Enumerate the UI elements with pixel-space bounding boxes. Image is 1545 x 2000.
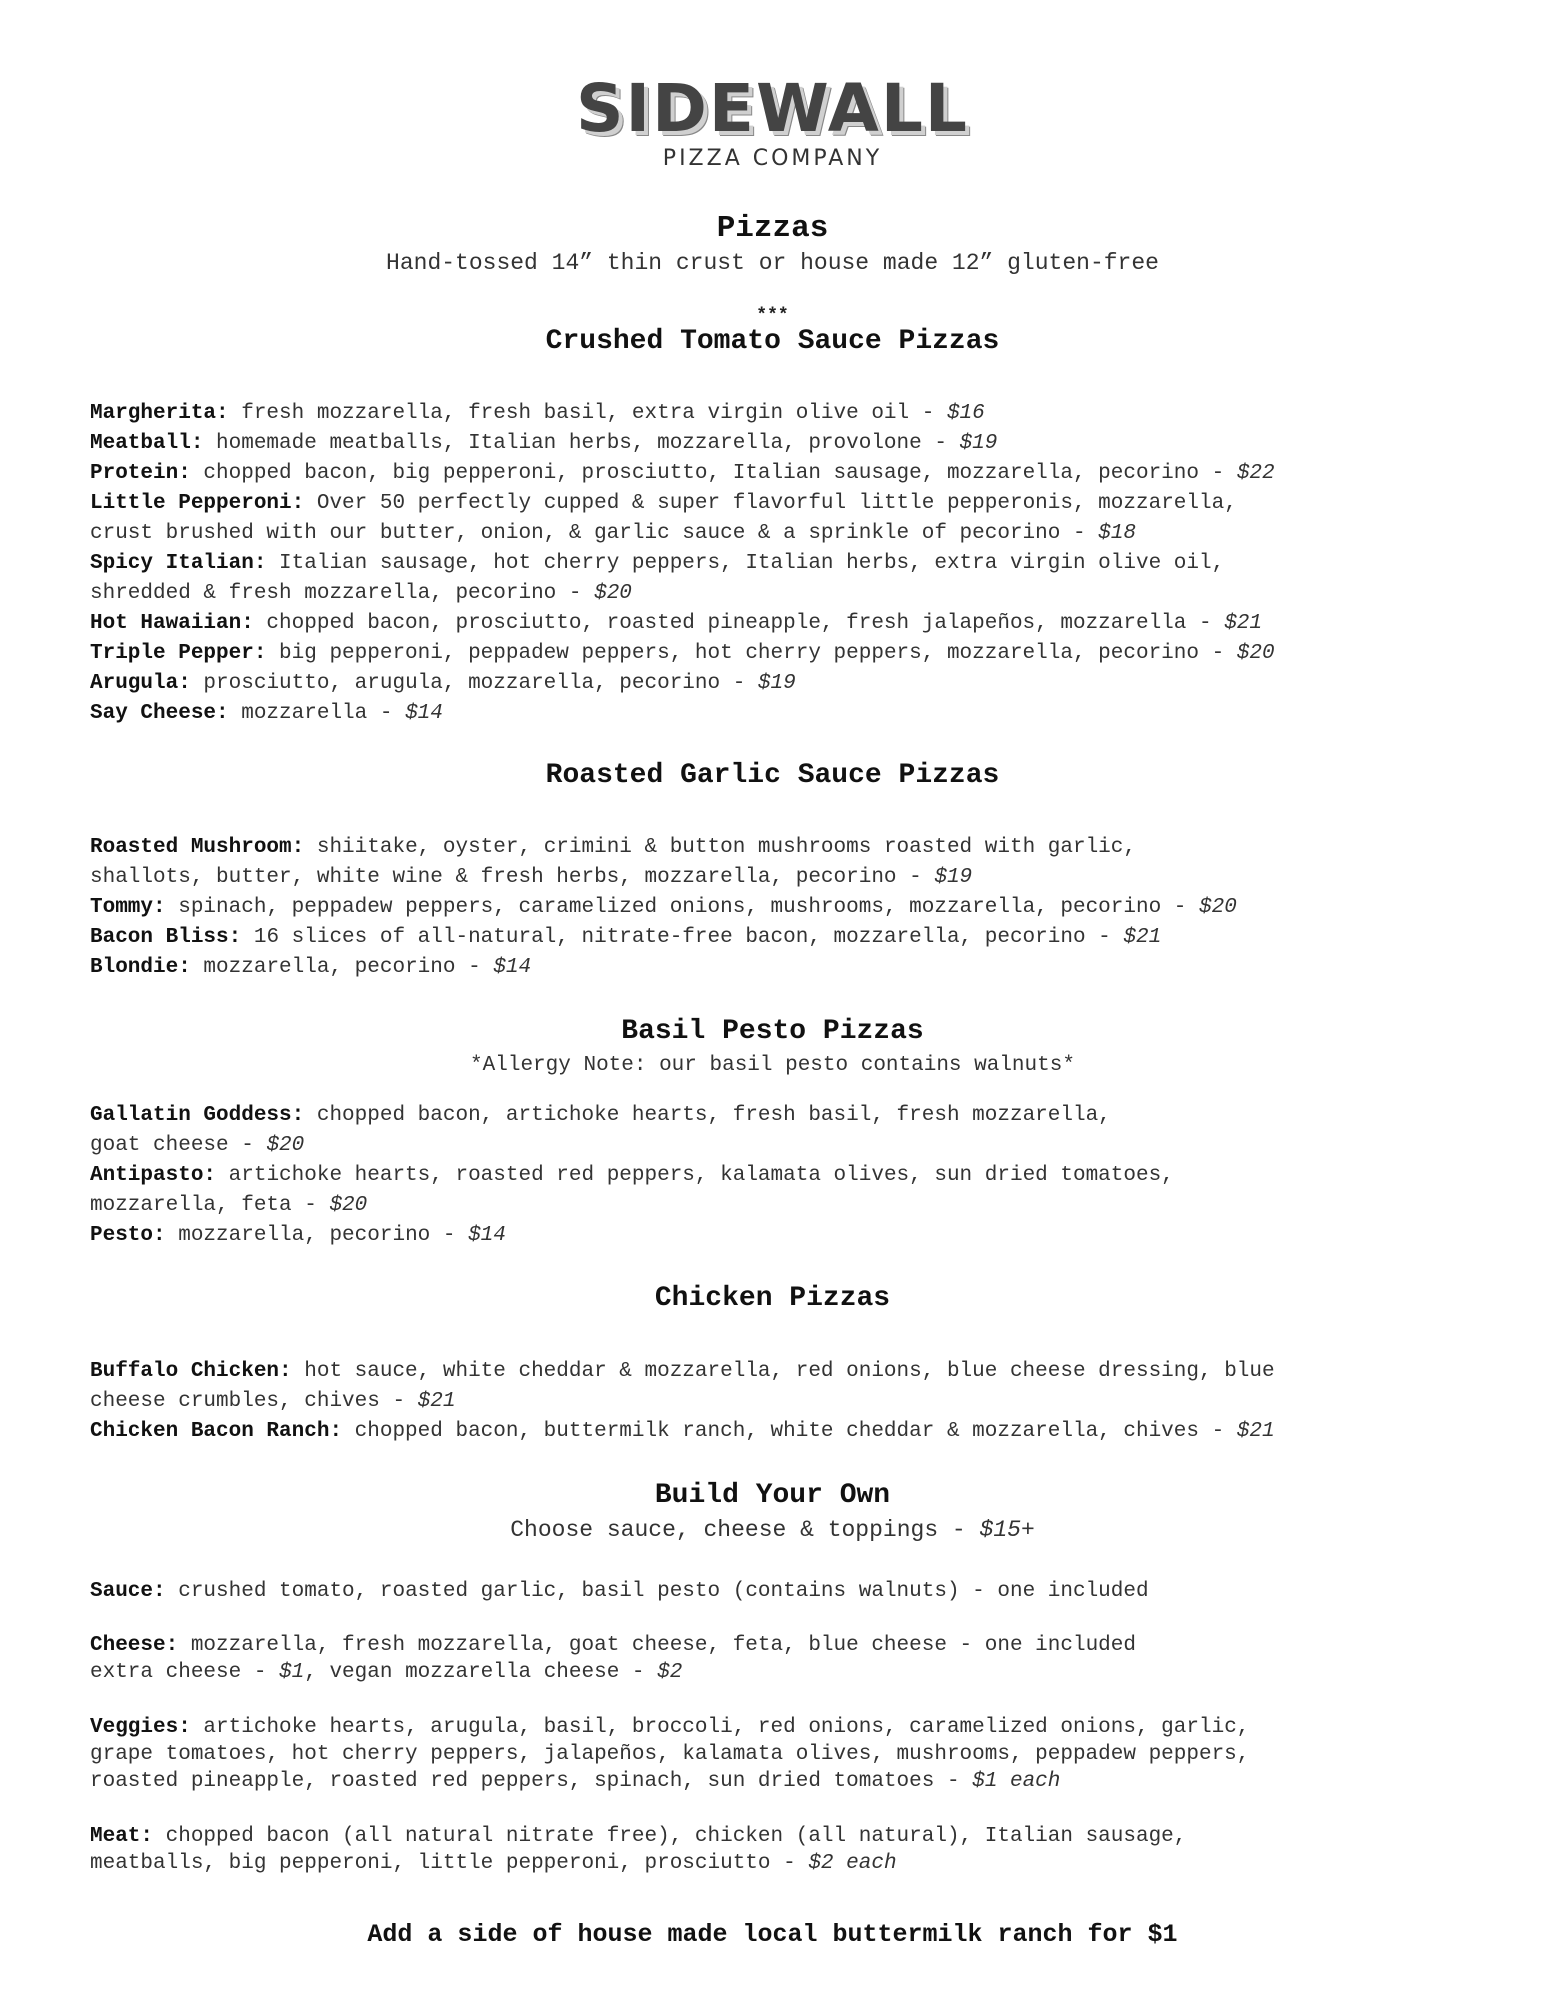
byo-sauce <box>90 1578 1480 1605</box>
item-price: $20 <box>266 1134 305 1157</box>
item-name: Meatball: <box>90 432 204 455</box>
menu-item <box>90 489 1480 549</box>
menu-item <box>90 833 1480 893</box>
item-desc: mozzarella, pecorino - <box>190 956 494 979</box>
item-name: Spicy Italian: <box>90 552 267 575</box>
item-desc: artichoke hearts, roasted red peppers, kalamata olives, sun dried tomatoes, <box>216 1164 1174 1187</box>
item-name: Say Cheese: <box>90 702 229 725</box>
item-name: Chicken Bacon Ranch: <box>90 1420 343 1443</box>
byo-text-cont: grape tomatoes, hot cherry peppers, jalapeños, kalamata olives, mushrooms, peppadew peppers, <box>90 1743 1250 1766</box>
item-name: Buffalo Chicken: <box>90 1360 292 1383</box>
byo-subtitle-text: Choose sauce, cheese & toppings - <box>510 1517 980 1543</box>
footer-note: Add a side of house made local buttermilk ranch for $1 <box>367 1920 1178 1949</box>
byo-price: $1 <box>279 1661 305 1684</box>
item-price: $21 <box>1123 926 1162 949</box>
item-price: $16 <box>946 402 985 425</box>
byo-text: mozzarella, fresh mozzarella, goat cheese, feta, blue cheese - one included <box>178 1634 1136 1657</box>
item-price: $20 <box>1236 642 1275 665</box>
item-price: $19 <box>757 672 796 695</box>
section-title-pesto: Basil Pesto Pizzas <box>621 1016 924 1047</box>
menu-item <box>90 669 1480 699</box>
item-name: Bacon Bliss: <box>90 926 242 949</box>
item-name: Triple Pepper: <box>90 642 267 665</box>
byo-subtitle <box>0 1517 1545 1543</box>
menu-item <box>90 923 1480 953</box>
item-name: Hot Hawaiian: <box>90 612 254 635</box>
item-name: Antipasto: <box>90 1164 217 1187</box>
byo-price: $2 <box>657 1661 683 1684</box>
byo-label: Cheese: <box>90 1634 179 1657</box>
byo-label: Sauce: <box>90 1580 166 1603</box>
menu-item <box>90 1221 1480 1251</box>
item-name: Arugula: <box>90 672 191 695</box>
list-tomato <box>90 399 1480 729</box>
byo-meat <box>90 1823 1480 1877</box>
item-name: Little Pepperoni: <box>90 492 305 515</box>
byo-price: $2 each <box>808 1852 897 1875</box>
byo-text-cont: , vegan mozzarella cheese - <box>304 1661 658 1684</box>
menu-item <box>90 953 1480 983</box>
item-desc-cont: goat cheese - <box>90 1134 267 1157</box>
section-title-tomato: Crushed Tomato Sauce Pizzas <box>545 326 1000 357</box>
item-desc: Italian sausage, hot cherry peppers, Italian herbs, extra virgin olive oil, <box>266 552 1225 575</box>
menu-item <box>90 1357 1480 1417</box>
item-desc: homemade meatballs, Italian herbs, mozzarella, provolone - <box>203 432 960 455</box>
section-title-chicken: Chicken Pizzas <box>654 1283 891 1314</box>
logo-subtitle: PIZZA COMPANY <box>662 146 883 171</box>
logo <box>0 70 1545 171</box>
item-name: Margherita: <box>90 402 229 425</box>
item-price: $14 <box>468 1224 506 1247</box>
byo-text: chopped bacon (all natural nitrate free), chicken (all natural), Italian sausage, <box>153 1825 1187 1848</box>
allergy-note: *Allergy Note: our basil pesto contains walnuts* <box>470 1054 1075 1077</box>
item-desc: mozzarella, pecorino - <box>165 1224 469 1247</box>
item-price: $21 <box>1236 1420 1275 1443</box>
item-name: Roasted Mushroom: <box>90 836 305 859</box>
byo-veggies <box>90 1714 1480 1795</box>
list-chicken <box>90 1357 1480 1447</box>
menu-item <box>90 459 1480 489</box>
item-desc-cont: shredded & fresh mozzarella, pecorino - <box>90 582 595 605</box>
item-desc-cont: crust brushed with our butter, onion, & garlic sauce & a sprinkle of pecorino - <box>90 522 1099 545</box>
item-desc: fresh mozzarella, fresh basil, extra virgin olive oil - <box>228 402 947 425</box>
byo-label: Meat: <box>90 1825 154 1848</box>
section-title-garlic: Roasted Garlic Sauce Pizzas <box>545 760 1000 791</box>
item-name: Blondie: <box>90 956 191 979</box>
item-desc: chopped bacon, buttermilk ranch, white cheddar & mozzarella, chives - <box>342 1420 1237 1443</box>
menu-item <box>90 549 1480 609</box>
item-desc: shiitake, oyster, crimini & button mushrooms roasted with garlic, <box>304 836 1136 859</box>
byo-text: crushed tomato, roasted garlic, basil pesto (contains walnuts) - one included <box>165 1580 1149 1603</box>
item-name: Gallatin Goddess: <box>90 1104 305 1127</box>
item-desc: chopped bacon, artichoke hearts, fresh basil, fresh mozzarella, <box>304 1104 1111 1127</box>
byo-price: $1 each <box>972 1770 1061 1793</box>
list-garlic <box>90 833 1480 983</box>
item-price: $20 <box>329 1194 368 1217</box>
menu-item <box>90 429 1480 459</box>
item-desc: big pepperoni, peppadew peppers, hot cherry peppers, mozzarella, pecorino - <box>266 642 1237 665</box>
item-price: $20 <box>594 582 632 605</box>
item-price: $14 <box>405 702 443 725</box>
item-name: Pesto: <box>90 1224 166 1247</box>
section-title-byo: Build Your Own <box>654 1480 891 1511</box>
item-desc: 16 slices of all-natural, nitrate-free bacon, mozzarella, pecorino - <box>241 926 1124 949</box>
menu-item <box>90 1417 1480 1447</box>
item-name: Tommy: <box>90 896 166 919</box>
byo-text-cont: extra cheese - <box>90 1661 280 1684</box>
item-desc: chopped bacon, big pepperoni, prosciutto, Italian sausage, mozzarella, pecorino - <box>190 462 1237 485</box>
item-price: $19 <box>934 866 973 889</box>
item-desc: mozzarella - <box>228 702 406 725</box>
menu-item <box>90 893 1480 923</box>
item-desc: prosciutto, arugula, mozzarella, pecorino - <box>190 672 758 695</box>
page-title: Pizzas <box>716 211 829 246</box>
menu-item <box>90 609 1480 639</box>
item-desc-cont: cheese crumbles, chives - <box>90 1390 418 1413</box>
item-desc-cont: mozzarella, feta - <box>90 1194 330 1217</box>
page-subtitle: Hand-tossed 14” thin crust or house made 12” gluten-free <box>386 250 1159 276</box>
byo-text-cont: meatballs, big pepperoni, little pepperoni, prosciutto - <box>90 1852 809 1875</box>
menu-item <box>90 399 1480 429</box>
byo-cheese <box>90 1632 1480 1686</box>
item-price: $21 <box>1224 612 1262 635</box>
item-desc: chopped bacon, prosciutto, roasted pineapple, fresh jalapeños, mozzarella - <box>253 612 1225 635</box>
byo-subtitle-price: $15+ <box>979 1517 1035 1543</box>
item-desc-cont: shallots, butter, white wine & fresh herbs, mozzarella, pecorino - <box>90 866 935 889</box>
item-name: Protein: <box>90 462 191 485</box>
menu-item <box>90 1101 1480 1161</box>
item-price: $14 <box>493 956 532 979</box>
item-price: $21 <box>417 1390 456 1413</box>
menu-item <box>90 1161 1480 1221</box>
byo-text-cont: roasted pineapple, roasted red peppers, spinach, sun dried tomatoes - <box>90 1770 973 1793</box>
item-desc: spinach, peppadew peppers, caramelized onions, mushrooms, mozzarella, pecorino - <box>165 896 1199 919</box>
item-price: $20 <box>1199 896 1237 919</box>
divider-stars: *** <box>756 306 789 326</box>
list-pesto <box>90 1101 1480 1251</box>
byo-text: artichoke hearts, arugula, basil, broccoli, red onions, caramelized onions, garlic, <box>190 1716 1250 1739</box>
item-price: $18 <box>1098 522 1136 545</box>
item-price: $19 <box>959 432 998 455</box>
item-desc: hot sauce, white cheddar & mozzarella, red onions, blue cheese dressing, blue <box>291 1360 1275 1383</box>
byo-label: Veggies: <box>90 1716 191 1739</box>
logo-wordmark: SIDEWALL <box>576 70 969 147</box>
menu-item <box>90 639 1480 669</box>
item-desc: Over 50 perfectly cupped & super flavorful little pepperonis, mozzarella, <box>304 492 1237 515</box>
menu-item <box>90 699 1480 729</box>
item-price: $22 <box>1236 462 1275 485</box>
